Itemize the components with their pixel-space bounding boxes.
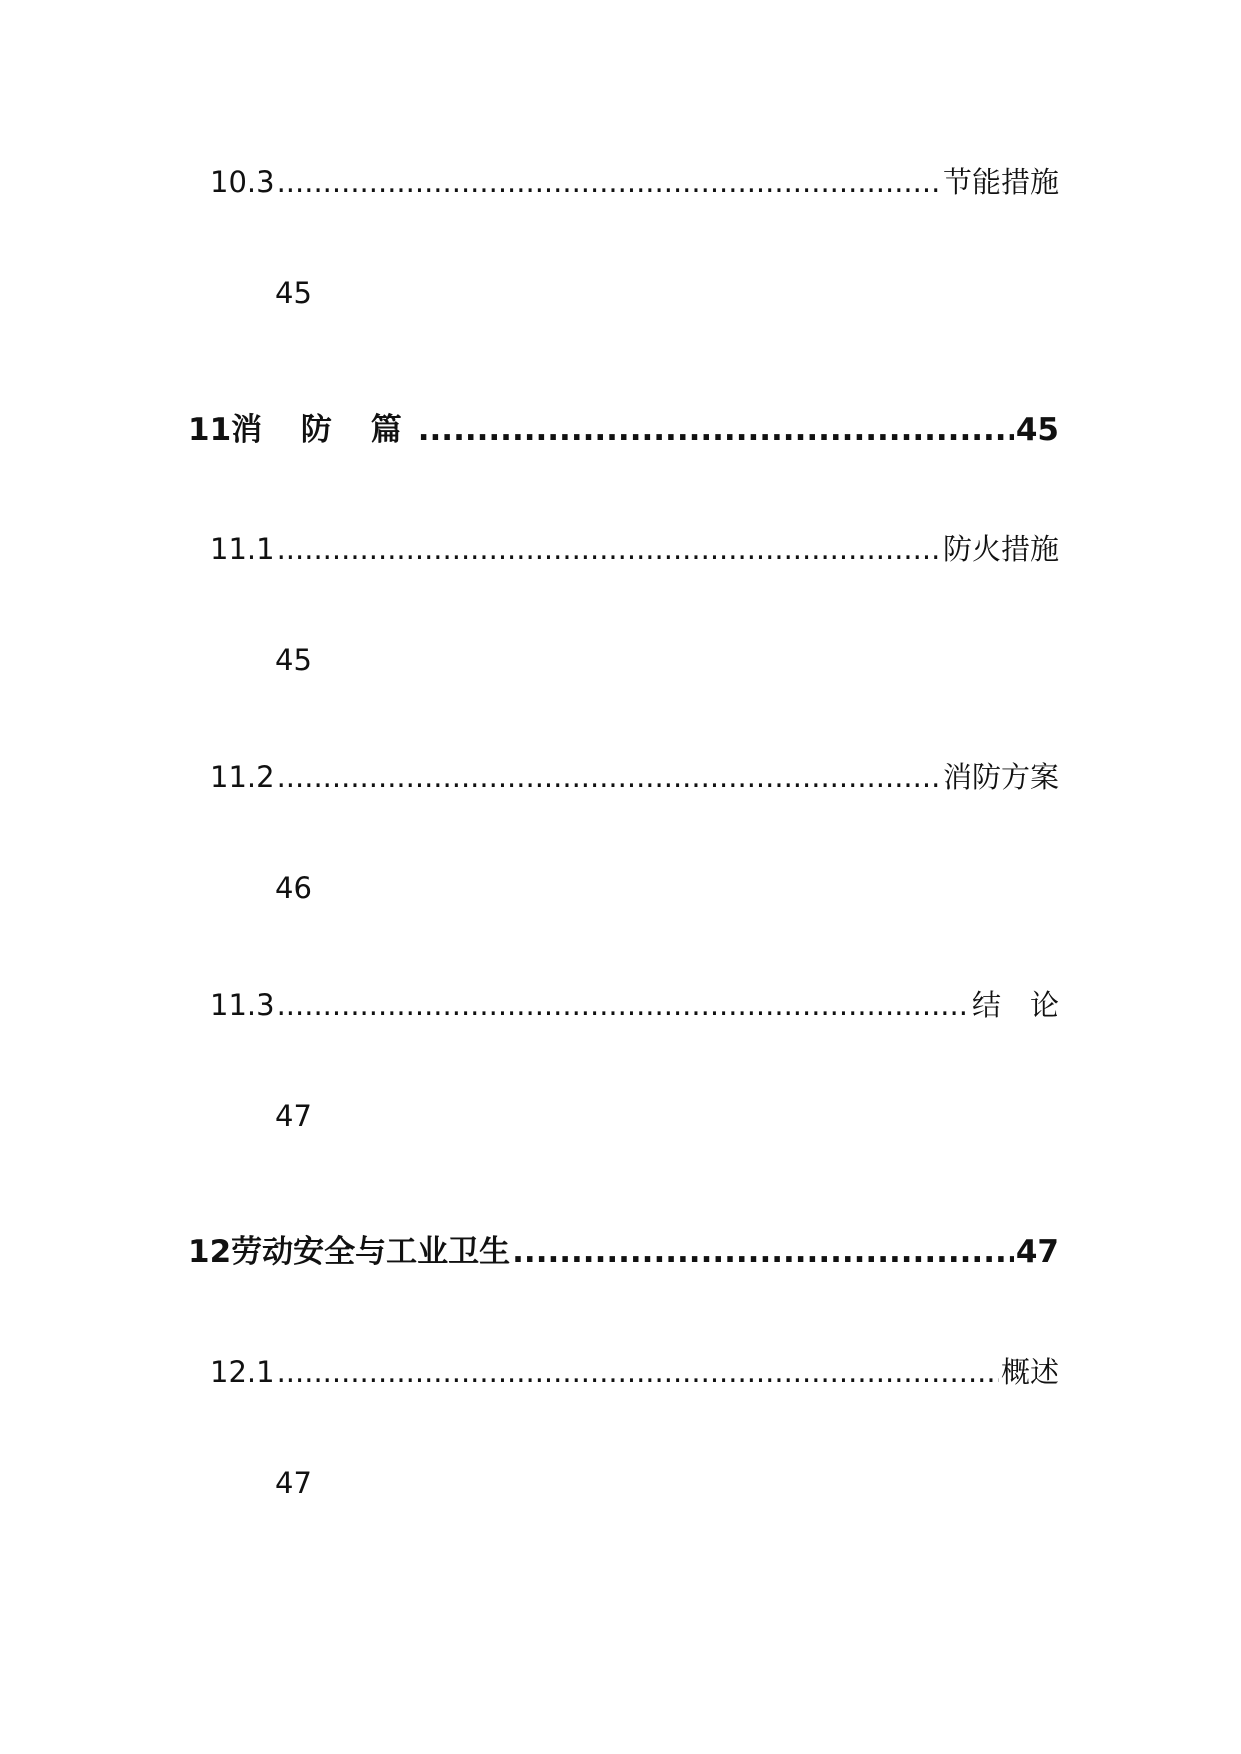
toc-chapter-page: 45 — [1015, 412, 1059, 448]
dot-leader — [277, 165, 941, 199]
dot-leader — [277, 532, 941, 566]
dot-leader — [277, 988, 970, 1022]
dot-leader — [418, 412, 1014, 448]
toc-entry-page-12-1: 47 — [275, 1466, 312, 1500]
toc-chapter-number: 11 — [188, 412, 232, 448]
toc-entry-page-11-1: 45 — [275, 643, 312, 677]
toc-entry-11-2[interactable] — [210, 755, 1059, 796]
toc-entry-title: 防火措施 — [942, 532, 1059, 566]
toc-entry-title: 结 论 — [971, 988, 1059, 1022]
toc-chapter-title: 劳动安全与工业卫生 — [231, 1234, 511, 1270]
toc-chapter-page: 47 — [1015, 1234, 1059, 1270]
toc-entry-number: 12.1 — [210, 1355, 275, 1389]
toc-entry-11-1[interactable] — [210, 527, 1059, 568]
dot-leader — [512, 1234, 1014, 1270]
toc-entry-number: 11.3 — [210, 988, 275, 1022]
toc-entry-page-11-2: 46 — [275, 871, 312, 905]
toc-chapter-11[interactable] — [188, 404, 1059, 449]
toc-entry-title: 概述 — [1000, 1355, 1059, 1389]
toc-entry-11-3[interactable] — [210, 983, 1059, 1024]
toc-entry-page-11-3: 47 — [275, 1099, 312, 1133]
toc-chapter-title: 消 防 篇 — [231, 412, 416, 448]
toc-entry-number: 11.1 — [210, 532, 275, 566]
toc-chapter-number: 12 — [188, 1234, 232, 1270]
toc-entry-title: 节能措施 — [942, 165, 1059, 199]
dot-leader — [277, 1355, 999, 1389]
toc-entry-page-10-3: 45 — [275, 276, 312, 310]
toc-entry-number: 11.2 — [210, 760, 275, 794]
dot-leader — [277, 760, 941, 794]
toc-entry-10-3[interactable] — [210, 160, 1059, 201]
toc-entry-number: 10.3 — [210, 165, 275, 199]
toc-entry-12-1[interactable] — [210, 1350, 1059, 1391]
toc-chapter-12[interactable] — [188, 1226, 1059, 1271]
toc-entry-title: 消防方案 — [942, 760, 1059, 794]
